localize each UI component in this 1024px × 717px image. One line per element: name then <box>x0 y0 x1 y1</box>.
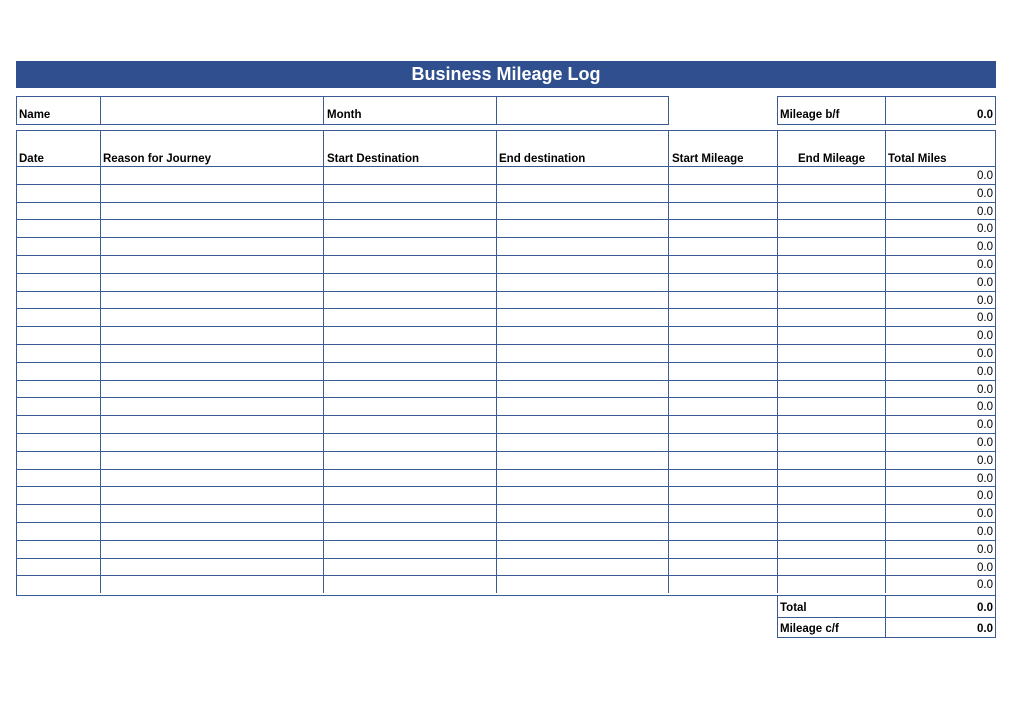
table-row[interactable] <box>16 255 996 273</box>
column-header-start-destination: Start Destination <box>327 153 420 165</box>
total-value: 0.0 <box>977 602 993 614</box>
table-row[interactable] <box>16 202 996 220</box>
table-row[interactable] <box>16 415 996 433</box>
table-row[interactable] <box>16 558 996 576</box>
table-row[interactable] <box>16 308 996 326</box>
month-field[interactable] <box>499 108 665 122</box>
total-miles-cell: 0.0 <box>977 348 993 360</box>
total-miles-cell: 0.0 <box>977 241 993 253</box>
table-row[interactable] <box>16 273 996 291</box>
total-miles-cell: 0.0 <box>977 188 993 200</box>
mileage-cf-value: 0.0 <box>977 623 993 635</box>
table-row[interactable] <box>16 166 996 184</box>
table-row[interactable] <box>16 362 996 380</box>
column-header-end-destination: End destination <box>499 153 586 165</box>
page-title: Business Mileage Log <box>16 61 996 88</box>
total-miles-cell: 0.0 <box>977 473 993 485</box>
column-header-reason: Reason for Journey <box>103 153 211 165</box>
total-miles-cell: 0.0 <box>977 419 993 431</box>
table-row[interactable] <box>16 291 996 309</box>
column-header-end-mileage: End Mileage <box>798 153 866 165</box>
total-miles-cell: 0.0 <box>977 437 993 449</box>
table-row[interactable] <box>16 344 996 362</box>
table-row[interactable] <box>16 184 996 202</box>
table-row[interactable] <box>16 469 996 487</box>
table-row[interactable] <box>16 397 996 415</box>
table-row[interactable] <box>16 219 996 237</box>
total-miles-cell: 0.0 <box>977 206 993 218</box>
month-label: Month <box>327 109 362 121</box>
total-miles-cell: 0.0 <box>977 259 993 271</box>
mileage-bf-label: Mileage b/f <box>780 109 840 121</box>
total-miles-cell: 0.0 <box>977 295 993 307</box>
total-miles-cell: 0.0 <box>977 330 993 342</box>
column-header-date: Date <box>19 153 44 165</box>
total-miles-cell: 0.0 <box>977 401 993 413</box>
total-miles-cell: 0.0 <box>977 223 993 235</box>
table-row[interactable] <box>16 380 996 398</box>
total-miles-cell: 0.0 <box>977 455 993 467</box>
total-miles-cell: 0.0 <box>977 544 993 556</box>
column-header-total-miles: Total Miles <box>888 153 947 165</box>
table-row[interactable] <box>16 451 996 469</box>
name-field[interactable] <box>103 108 321 122</box>
total-miles-cell: 0.0 <box>977 277 993 289</box>
total-miles-cell: 0.0 <box>977 384 993 396</box>
table-row[interactable] <box>16 326 996 344</box>
table-row[interactable] <box>16 486 996 504</box>
column-header-start-mileage: Start Mileage <box>672 153 744 165</box>
total-miles-cell: 0.0 <box>977 490 993 502</box>
table-row[interactable] <box>16 522 996 540</box>
mileage-cf-label: Mileage c/f <box>780 623 839 635</box>
table-row[interactable] <box>16 237 996 255</box>
total-miles-cell: 0.0 <box>977 312 993 324</box>
total-miles-cell: 0.0 <box>977 170 993 182</box>
name-label: Name <box>19 109 51 121</box>
total-miles-cell: 0.0 <box>977 579 993 591</box>
table-row[interactable] <box>16 540 996 558</box>
table-row[interactable] <box>16 575 996 593</box>
total-miles-cell: 0.0 <box>977 508 993 520</box>
total-label: Total <box>780 602 807 614</box>
table-row[interactable] <box>16 433 996 451</box>
table-row[interactable] <box>16 504 996 522</box>
total-miles-cell: 0.0 <box>977 366 993 378</box>
total-miles-cell: 0.0 <box>977 526 993 538</box>
total-miles-cell: 0.0 <box>977 562 993 574</box>
mileage-bf-value[interactable]: 0.0 <box>977 109 993 121</box>
